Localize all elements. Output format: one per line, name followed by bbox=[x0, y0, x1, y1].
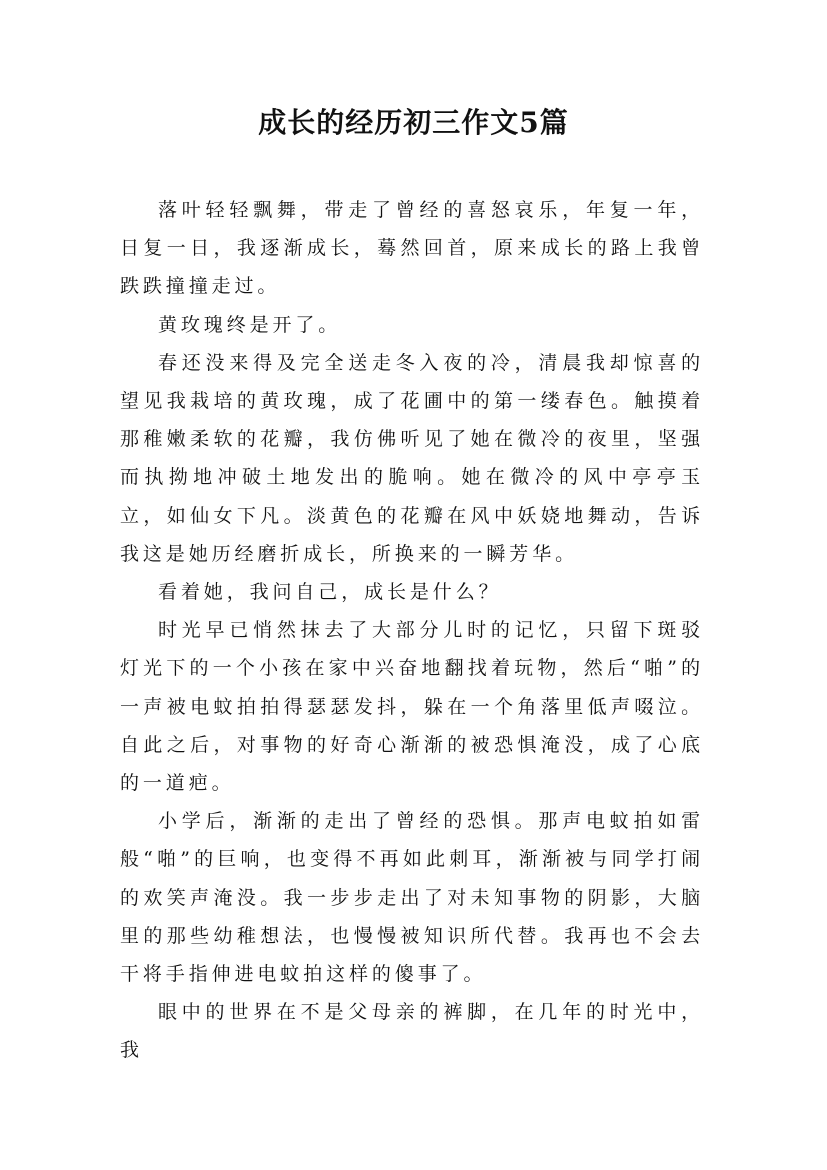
paragraph-1: 落叶轻轻飘舞，带走了曾经的喜怒哀乐，年复一年，日复一日，我逐渐成长，蓦然回首，原来成长的路上我曾跌跌撞撞走过。 bbox=[120, 199, 704, 298]
paragraph-3: 春还没来得及完全送走冬入夜的冷，清晨我却惊喜的望见我栽培的黄玫瑰，成了花圃中的第一缕春色。触摸着那稚嫩柔软的花瓣，我仿佛听见了她在微冷的夜里，坚强而执拗地冲破土地发出的脆响。她在微冷的风中亭亭玉立，如仙女下凡。淡黄色的花瓣在风中妖娆地舞动，告诉我这是她历经磨折成长，所换来的一瞬芳华。 bbox=[120, 351, 704, 565]
document-body bbox=[120, 191, 704, 1070]
document-title: 成长的经历初三作文5篇 bbox=[258, 106, 569, 139]
paragraph-4: 看着她，我问自己，成长是什么？ bbox=[158, 581, 502, 604]
paragraph-5: 时光早已悄然抹去了大部分儿时的记忆，只留下斑驳灯光下的一个小孩在家中兴奋地翻找着玩物，然后“啪”的一声被电蚊拍拍得瑟瑟发抖，躲在一个角落里低声啜泣。自此之后，对事物的好奇心渐渐的被恐惧淹没，成了心底的一道疤。 bbox=[120, 619, 704, 795]
paragraph-7: 眼中的世界在不是父母亲的裤脚，在几年的时光中，我 bbox=[120, 1001, 704, 1062]
paragraph-6: 小学后，渐渐的走出了曾经的恐惧。那声电蚊拍如雷般“啪”的巨响，也变得不再如此刺耳，渐渐被与同学打闹的欢笑声淹没。我一步步走出了对未知事物的阴影，大脑里的那些幼稚想法，也慢慢被知识所代替。我再也不会去干将手指伸进电蚊拍这样的傻事了。 bbox=[120, 810, 704, 986]
paragraph-2: 黄玫瑰终是开了。 bbox=[158, 313, 342, 336]
